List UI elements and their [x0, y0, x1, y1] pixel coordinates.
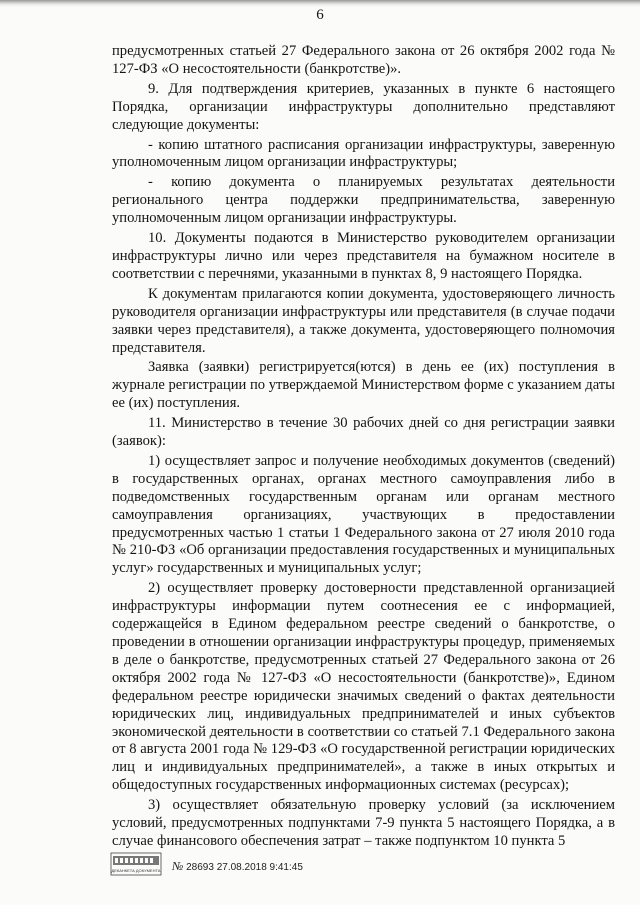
- subitem-2: 2) осуществляет проверку достоверности представленной организацией инфраструктуры информации путем соотнесения ее с информацией, содержащейся в Едином федеральном реестре сведений о банкротстве, о проведении в отношении организации инфраструктуры процедур, применяемых в деле о банкротстве, предусмотренных статьей 27 Федерального закона от 26 октября 2002 года № 127-ФЗ «О несостоятельности (банкротстве)», Едином федеральном реестре юридически значимых сведений о фактах деятельности юридических лиц, индивидуальных предпринимателей и иных субъектов экономической деятельности в соответствии со статьей 7.1 Федерального закона от 8 августа 2001 года № 129-ФЗ «О государственной регистрации юридических лиц и индивидуальных предпринимателей», а также в иных открытых и общедоступных государственных информационных системах (ресурсах);: [112, 580, 615, 794]
- doc-number: 28693: [186, 862, 214, 873]
- paragraph-item-11: 11. Министерство в течение 30 рабочих дней со дня регистрации заявки (заявок):: [112, 415, 615, 450]
- document-registration-number: [172, 860, 303, 874]
- paragraph-item-10: 10. Документы подаются в Министерство руководителем организации инфраструктуры лично или через представителя на бумажном носителе в соответствии с перечнями, указанными в пунктах 8, 9 настоящего Порядка.: [112, 230, 615, 282]
- paragraph-attachments: К документам прилагаются копии документа, удостоверяющего личность руководителя организации инфраструктуры или представителя (в случае подачи заявки через представителя), а также документа, удостоверяющего полномочия представителя.: [112, 285, 615, 356]
- list-item-planned-results: - копию документа о планируемых результатах деятельности регионального центра поддержки предпринимательства, заверенную уполномоченным лицом организации инфраструктуры.: [112, 174, 615, 227]
- timestamp: 27.08.2018 9:41:45: [216, 862, 303, 873]
- registration-stamp-icon: [110, 852, 162, 876]
- paragraph-registration: Заявка (заявки) регистрируется(ются) в день ее (их) поступления в журнале регистрации по утверждаемой Министерством форме с указанием даты ее (их) поступления.: [112, 359, 615, 412]
- stamp-text: ДЕКАНКЕТА ДОКУМЕНТА: [111, 868, 161, 873]
- footer: [110, 852, 410, 882]
- list-item-staff-schedule: - копию штатного расписания организации инфраструктуры, заверенную уполномоченным лицом организации инфраструктуры;: [112, 136, 615, 171]
- subitem-3: 3) осуществляет обязательную проверку условий (за исключением условий, предусмотренных подпунктами 7-9 пункта 5 настоящего Порядка, а в случае финансового обеспечения затрат – также подпунктом 10 пункта 5: [112, 797, 615, 849]
- page-number: 6: [316, 7, 324, 23]
- paragraph-continuation: предусмотренных статьей 27 Федерального закона от 26 октября 2002 года № 127-ФЗ «О несостоятельности (банкротстве)».: [112, 43, 615, 77]
- subitem-1: 1) осуществляет запрос и получение необходимых документов (сведений) в государственных органах, органах местного самоуправления либо в подведомственных государственным органам или органам местного самоуправления организациях, участвующих в предоставлении предусмотренных частью 1 статьи 1 Федерального закона от 27 июля 2010 года № 210-ФЗ «Об организации предоставления государственных и муниципальных услуг» государственных и муниципальных услуг;: [112, 452, 615, 577]
- document-body: [112, 43, 615, 851]
- paragraph-item-9: 9. Для подтверждения критериев, указанных в пункте 6 настоящего Порядка, организации инфраструктуры дополнительно представляют следующие документы:: [112, 80, 615, 133]
- number-sign: №: [172, 859, 184, 873]
